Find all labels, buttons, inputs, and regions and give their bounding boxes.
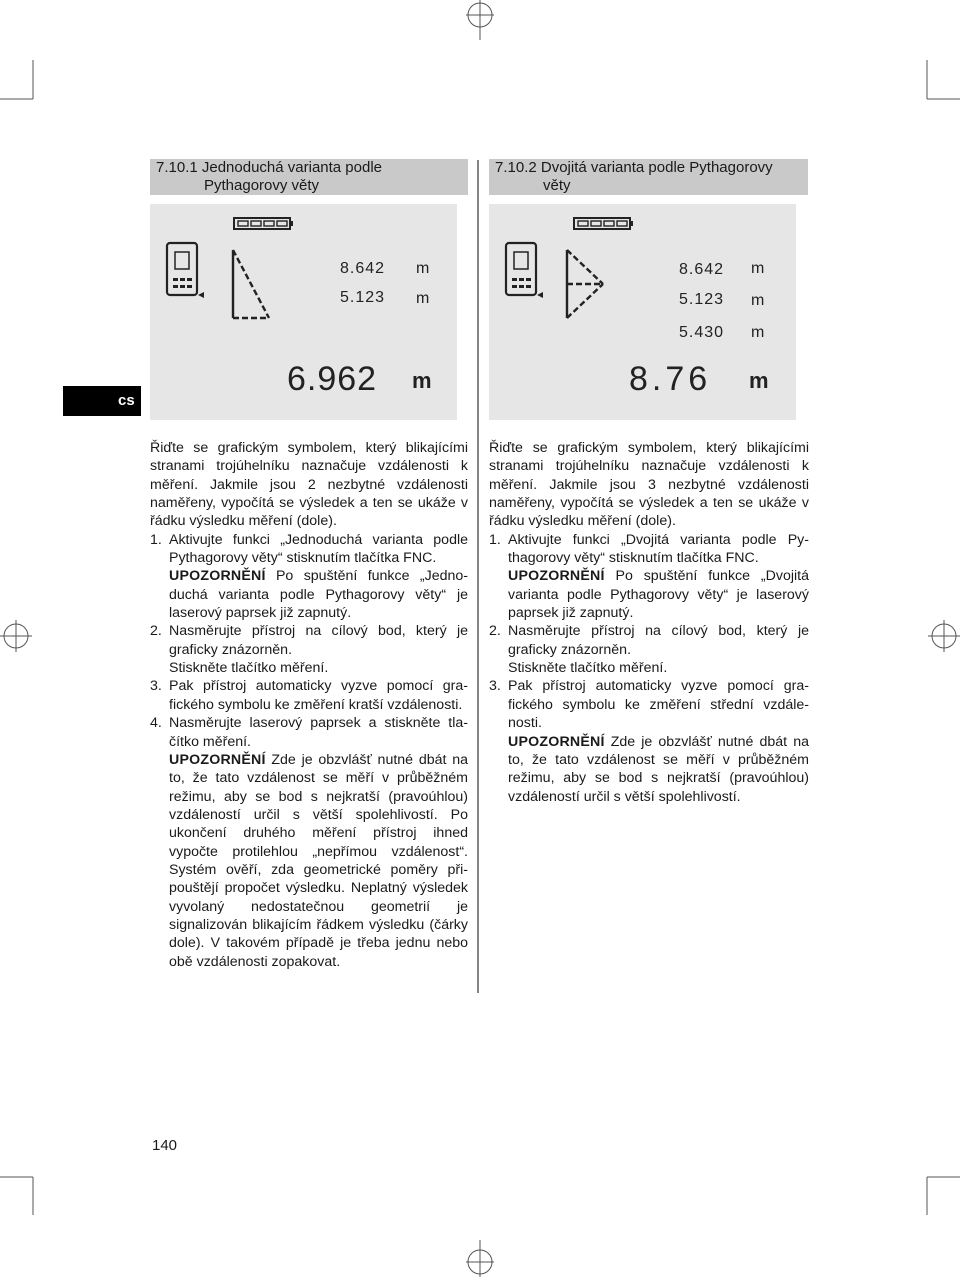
double-triangle-icon xyxy=(567,250,603,318)
left-step-3 xyxy=(150,677,468,714)
step-number: 1. xyxy=(150,531,162,548)
left-step-2-extra: Stiskněte tlačítko měření. xyxy=(169,660,329,677)
language-tab: cs xyxy=(63,386,141,416)
left-unit-2: m xyxy=(416,290,430,307)
right-value-3: 5.430 xyxy=(679,324,725,341)
right-step-2 xyxy=(489,622,809,659)
battery-icon xyxy=(574,218,633,229)
step-number: 3. xyxy=(150,678,162,695)
step-text: Pak přístroj automaticky vyzve pomocí grafického symbolu ke změření střední vzdálenosti. xyxy=(508,678,809,732)
left-section-heading xyxy=(150,159,468,195)
right-result-unit: m xyxy=(749,368,769,393)
right-value-2: 5.123 xyxy=(679,291,725,308)
right-unit-2: m xyxy=(751,292,765,309)
step-text: Nasměrujte přístroj na cílový bod, který je graficky znázorněn. xyxy=(169,623,468,658)
right-step-3 xyxy=(489,677,809,732)
left-step-2 xyxy=(150,622,468,659)
right-result-value: 8.76 xyxy=(629,360,712,398)
left-step-1-note xyxy=(150,567,468,622)
page-number: 140 xyxy=(152,1137,178,1154)
right-section-heading xyxy=(489,159,808,195)
right-unit-1: m xyxy=(751,260,765,277)
right-display-panel xyxy=(489,204,796,420)
left-heading-line1: 7.10.1 Jednoduchá varianta podle xyxy=(156,159,383,176)
step-number: 2. xyxy=(489,623,501,640)
step-text: Nasměrujte laserový paprsek a stiskněte tlačítko měření. xyxy=(169,715,468,750)
left-heading-line2: Pythagorovy věty xyxy=(204,177,320,194)
right-step-1 xyxy=(489,531,809,568)
left-step-4-note xyxy=(150,751,468,971)
right-text-column xyxy=(489,439,809,806)
step-text: Aktivujte funkci „Jednoduchá varianta podle Pythagorovy věty“ stisknutím tlačítka FNC. xyxy=(169,531,468,567)
left-step-4 xyxy=(150,714,468,751)
device-icon xyxy=(167,243,204,298)
right-step-3-note xyxy=(489,733,809,806)
note-label: UPOZORNĚNÍ xyxy=(508,733,605,750)
right-step-1-note xyxy=(489,567,809,622)
note-label: UPOZORNĚNÍ xyxy=(169,568,266,585)
device-icon xyxy=(506,243,543,298)
right-value-1: 8.642 xyxy=(679,261,725,278)
battery-icon xyxy=(234,218,293,229)
left-text-column xyxy=(150,439,468,971)
left-unit-1: m xyxy=(416,260,430,277)
step-number: 4. xyxy=(150,715,162,732)
step-number: 3. xyxy=(489,678,501,695)
left-value-1: 8.642 xyxy=(340,260,386,277)
step-text: Aktivujte funkci „Dvojitá varianta podle Pythagorovy věty“ stisknutím tlačítka FNC. xyxy=(508,531,809,567)
triangle-icon xyxy=(233,250,269,318)
note-label: UPOZORNĚNÍ xyxy=(169,751,266,768)
right-unit-3: m xyxy=(751,324,765,341)
note-text: Po spuštění funkce „Jednoduchá varianta podle Pythagorovy věty“ je laserový paprsek již zapnutý. xyxy=(169,568,468,622)
note-text: Zde je obzvlášť nutné dbát na to, že tato vzdálenost se měří v průběžném režimu, aby se bod s nejkratší (pravoúhlou) vzdáleností určil s větší spolehlivostí. xyxy=(508,733,809,805)
right-heading-line2: věty xyxy=(543,177,571,194)
note-text: Zde je obzvlášť nutné dbát na to, že tato vzdálenost se měří v průběžném režimu, aby se bod s nejkratší (pravoúhlou) vzdáleností určil s větší spolehlivostí. Po ukončení druhého měření přístroj ihned vypočte protilehlou „nepřímou vzdálenost“. Systém ověří, zda geometrické poměry připouštějí propočet výsledku. Neplatný výsledek vyvolaný nedostatečnou geometrií je signalizován blikajícím řádkem výsledku (čárky dole). V takovém případě je třeba jednu nebo obě vzdálenosti zopakovat. xyxy=(169,751,468,970)
note-text: Po spuštění funkce „Dvojitá varianta podle Pythagorovy věty“ je laserový paprsek již zapnutý. xyxy=(508,568,809,622)
note-label: UPOZORNĚNÍ xyxy=(508,568,605,585)
step-number: 2. xyxy=(150,623,162,640)
step-text: Nasměrujte přístroj na cílový bod, který je graficky znázorněn. xyxy=(508,623,809,658)
left-step-1 xyxy=(150,531,468,568)
right-step-2-extra: Stiskněte tlačítko měření. xyxy=(508,660,668,677)
right-heading-line1: 7.10.2 Dvojitá varianta podle Pythagorovy xyxy=(495,159,773,176)
left-value-2: 5.123 xyxy=(340,289,386,306)
left-result-unit: m xyxy=(412,368,432,393)
left-intro: Řiďte se grafickým symbolem, který blikajícími stranami trojúhelníku naznačuje vzdálenosti k měření. Jakmile jsou 2 nezbytné vzdálenosti naměřeny, vypočítá se výsledek a ten se ukáže v řádku výsledku měření (dole). xyxy=(150,440,468,530)
right-intro: Řiďte se grafickým symbolem, který blikajícími stranami trojúhelníku naznačuje vzdálenosti k měření. Jakmile jsou 3 nezbytné vzdálenosti naměřeny, vypočítá se výsledek a ten se ukáže v řádku výsledku měření (dole). xyxy=(489,440,809,530)
left-display-panel xyxy=(150,204,457,420)
step-text: Pak přístroj automaticky vyzve pomocí grafického symbolu ke změření kratší vzdálenosti. xyxy=(169,678,468,713)
left-result-value: 6.962 xyxy=(287,360,378,398)
step-number: 1. xyxy=(489,531,501,548)
